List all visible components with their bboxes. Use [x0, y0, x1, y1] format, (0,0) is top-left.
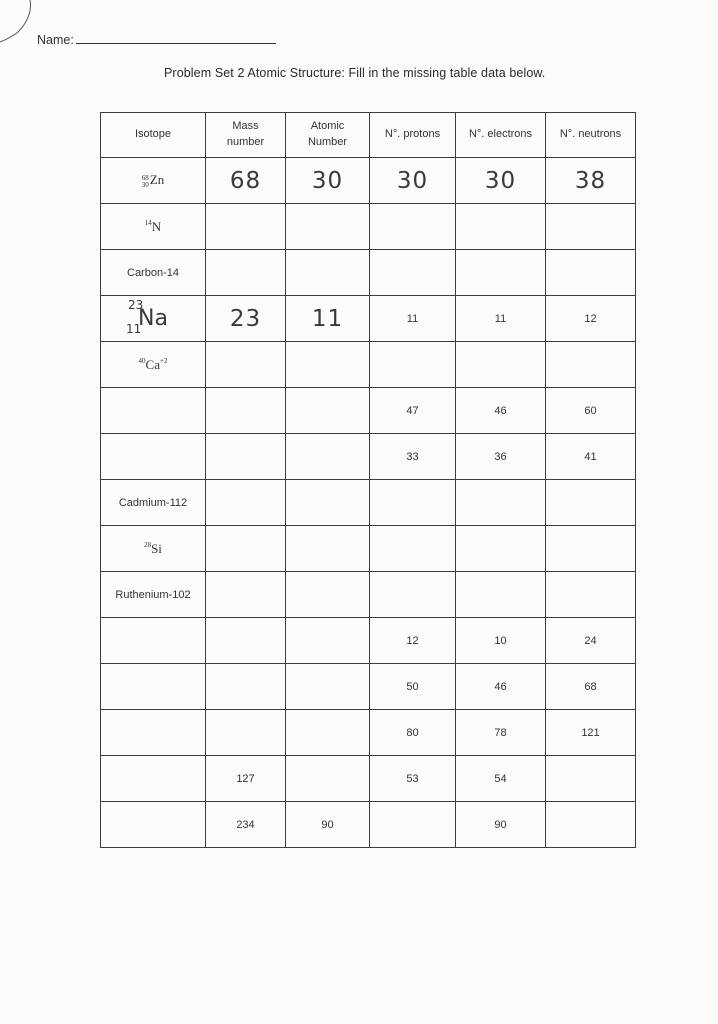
electrons-cell[interactable]: [456, 572, 546, 618]
atomic-number-cell[interactable]: [286, 250, 370, 296]
protons-cell: 47: [370, 388, 456, 434]
atomic-structure-table: [100, 112, 636, 848]
protons-cell: 33: [370, 434, 456, 480]
isotope-cell: Cadmium-112: [101, 480, 206, 526]
table-row: [101, 618, 636, 664]
table-header-row: [101, 113, 636, 158]
electrons-cell: 46: [456, 664, 546, 710]
neutrons-cell[interactable]: [546, 572, 636, 618]
electrons-cell[interactable]: [456, 204, 546, 250]
isotope-symbol: $^{28}$Si: [144, 540, 162, 556]
neutrons-cell[interactable]: [546, 342, 636, 388]
table-row: [101, 802, 636, 848]
neutrons-cell: 68: [546, 664, 636, 710]
protons-cell[interactable]: [370, 204, 456, 250]
mass-number-cell[interactable]: [206, 388, 286, 434]
neutrons-cell[interactable]: [546, 250, 636, 296]
protons-cell[interactable]: [370, 526, 456, 572]
atomic-number-cell[interactable]: [286, 388, 370, 434]
neutrons-cell[interactable]: [546, 480, 636, 526]
neutrons-cell: 41: [546, 434, 636, 480]
atomic-number-cell[interactable]: [286, 526, 370, 572]
isotope-cell[interactable]: [101, 388, 206, 434]
isotope-cell: [101, 296, 206, 342]
name-blank-line[interactable]: [76, 33, 276, 44]
header-protons: N°. protons: [370, 113, 456, 158]
mass-number-cell[interactable]: 23: [206, 296, 286, 342]
isotope-cell[interactable]: [101, 802, 206, 848]
isotope-cell[interactable]: [101, 618, 206, 664]
atomic-number-cell[interactable]: 30: [286, 158, 370, 204]
electrons-cell: 46: [456, 388, 546, 434]
table-row: [101, 204, 636, 250]
protons-cell[interactable]: [370, 572, 456, 618]
protons-cell: 80: [370, 710, 456, 756]
mass-number-cell[interactable]: [206, 250, 286, 296]
worksheet-title: Problem Set 2 Atomic Structure: Fill in the missing table data below.: [164, 66, 546, 80]
neutrons-cell[interactable]: [546, 756, 636, 802]
neutrons-cell[interactable]: [546, 526, 636, 572]
protons-cell[interactable]: [370, 802, 456, 848]
electrons-cell: 54: [456, 756, 546, 802]
mass-number-cell[interactable]: [206, 480, 286, 526]
electrons-cell[interactable]: [456, 250, 546, 296]
corner-pen-mark: [0, 0, 40, 50]
isotope-cell: [101, 526, 206, 572]
neutrons-cell[interactable]: [546, 204, 636, 250]
header-electrons: N°. electrons: [456, 113, 546, 158]
atomic-number-cell: 90: [286, 802, 370, 848]
table-row: [101, 710, 636, 756]
mass-number-cell[interactable]: [206, 618, 286, 664]
isotope-cell: [101, 204, 206, 250]
name-field[interactable]: [37, 33, 276, 47]
atomic-number-cell[interactable]: [286, 618, 370, 664]
isotope-symbol-handwritten: 23 Na 11: [126, 298, 168, 336]
isotope-cell[interactable]: [101, 434, 206, 480]
neutrons-cell[interactable]: 38: [546, 158, 636, 204]
neutrons-cell[interactable]: 12: [546, 296, 636, 342]
mass-number-cell: 234: [206, 802, 286, 848]
protons-cell: 50: [370, 664, 456, 710]
neutrons-cell[interactable]: [546, 802, 636, 848]
neutrons-cell: 60: [546, 388, 636, 434]
electrons-cell: 78: [456, 710, 546, 756]
protons-cell: 12: [370, 618, 456, 664]
isotope-cell: Ruthenium-102: [101, 572, 206, 618]
mass-number-cell[interactable]: [206, 710, 286, 756]
header-mass-number: Mass number: [206, 113, 286, 158]
table-row: [101, 250, 636, 296]
atomic-number-cell[interactable]: [286, 756, 370, 802]
protons-cell[interactable]: 11: [370, 296, 456, 342]
electrons-cell[interactable]: [456, 480, 546, 526]
isotope-symbol: $^{40}Ca^{+2}$: [138, 356, 168, 372]
atomic-number-cell[interactable]: [286, 342, 370, 388]
isotope-cell: Carbon-14: [101, 250, 206, 296]
isotope-symbol: $^{14}$N: [144, 218, 162, 234]
header-isotope: Isotope: [101, 113, 206, 158]
isotope-cell[interactable]: [101, 664, 206, 710]
atomic-number-cell[interactable]: [286, 204, 370, 250]
table-row: [101, 296, 636, 342]
atomic-number-cell[interactable]: 11: [286, 296, 370, 342]
table-row: [101, 158, 636, 204]
electrons-cell: 10: [456, 618, 546, 664]
isotope-cell: [101, 342, 206, 388]
protons-cell[interactable]: [370, 480, 456, 526]
mass-number-cell[interactable]: 68: [206, 158, 286, 204]
mass-number-cell[interactable]: [206, 342, 286, 388]
protons-cell[interactable]: [370, 342, 456, 388]
isotope-symbol: 68 30Zn: [141, 172, 165, 189]
mass-number-cell: 127: [206, 756, 286, 802]
neutrons-cell: 121: [546, 710, 636, 756]
table-row: [101, 756, 636, 802]
mass-number-cell[interactable]: [206, 526, 286, 572]
table-row: [101, 572, 636, 618]
header-neutrons: N°. neutrons: [546, 113, 636, 158]
mass-number-cell[interactable]: [206, 434, 286, 480]
mass-number-cell[interactable]: [206, 572, 286, 618]
isotope-cell: [101, 158, 206, 204]
atomic-number-cell[interactable]: [286, 434, 370, 480]
protons-cell: 53: [370, 756, 456, 802]
atomic-number-cell[interactable]: [286, 664, 370, 710]
mass-number-cell[interactable]: [206, 664, 286, 710]
table-row: [101, 526, 636, 572]
mass-number-cell[interactable]: [206, 204, 286, 250]
header-atomic-number: Atomic Number: [286, 113, 370, 158]
protons-cell[interactable]: [370, 250, 456, 296]
atomic-number-cell[interactable]: [286, 710, 370, 756]
atomic-number-cell[interactable]: [286, 480, 370, 526]
table-row: [101, 388, 636, 434]
atomic-number-cell[interactable]: [286, 572, 370, 618]
neutrons-cell: 24: [546, 618, 636, 664]
name-label: Name:: [37, 33, 74, 47]
table-row: [101, 434, 636, 480]
electrons-cell[interactable]: 30: [456, 158, 546, 204]
electrons-cell: 90: [456, 802, 546, 848]
protons-cell[interactable]: 30: [370, 158, 456, 204]
isotope-cell[interactable]: [101, 710, 206, 756]
table-row: [101, 664, 636, 710]
electrons-cell[interactable]: [456, 526, 546, 572]
table-row: [101, 480, 636, 526]
electrons-cell[interactable]: [456, 342, 546, 388]
electrons-cell: 36: [456, 434, 546, 480]
electrons-cell[interactable]: 11: [456, 296, 546, 342]
table-row: [101, 342, 636, 388]
isotope-cell[interactable]: [101, 756, 206, 802]
